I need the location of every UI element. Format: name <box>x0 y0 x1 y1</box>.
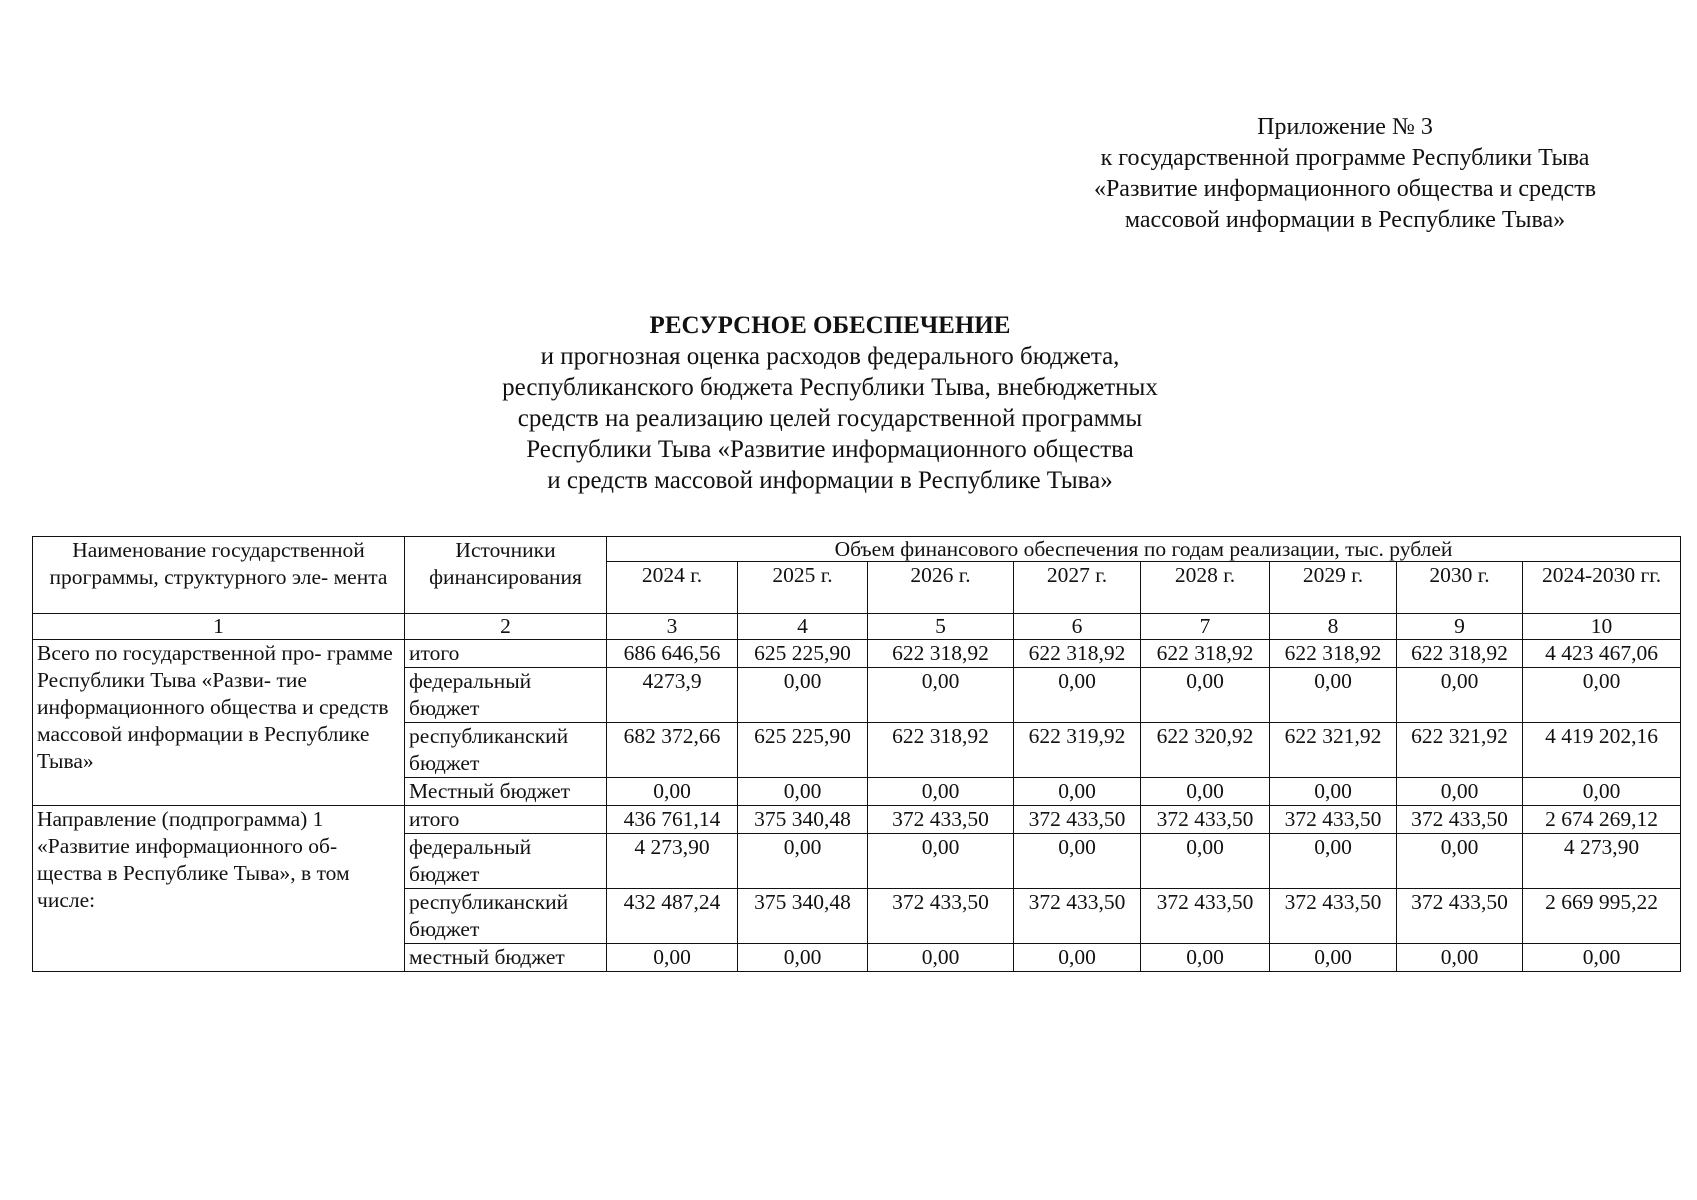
header-year: 2027 г. <box>1014 562 1141 614</box>
header-year-total: 2024-2030 гг. <box>1523 562 1681 614</box>
value-cell: 4 423 467,06 <box>1523 640 1681 668</box>
value-cell: 0,00 <box>868 944 1014 972</box>
value-cell: 0,00 <box>868 778 1014 806</box>
value-cell: 0,00 <box>1270 668 1397 723</box>
value-cell: 0,00 <box>738 944 868 972</box>
value-cell: 432 487,24 <box>607 889 738 944</box>
header-year: 2025 г. <box>738 562 868 614</box>
appendix-line: Приложение № 3 <box>1257 114 1433 140</box>
header-year: 2028 г. <box>1141 562 1270 614</box>
value-cell: 0,00 <box>1141 668 1270 723</box>
table-header-row <box>33 537 1681 562</box>
column-number: 2 <box>405 614 607 640</box>
value-cell: 0,00 <box>1270 778 1397 806</box>
value-cell: 622 320,92 <box>1141 723 1270 778</box>
column-number: 9 <box>1397 614 1523 640</box>
value-cell: 372 433,50 <box>1270 889 1397 944</box>
value-cell: 375 340,48 <box>738 889 868 944</box>
value-cell: 372 433,50 <box>1397 806 1523 834</box>
value-cell: 2 674 269,12 <box>1523 806 1681 834</box>
header-year: 2029 г. <box>1270 562 1397 614</box>
subprogram-name-cell: Направление (подпрограмма) 1 «Развитие информационного об- щества в Республике Тыва», в том числе: <box>33 806 405 972</box>
value-cell: 0,00 <box>738 668 868 723</box>
source-cell: Местный бюджет <box>405 778 607 806</box>
value-cell: 372 433,50 <box>1014 889 1141 944</box>
value-cell: 0,00 <box>1523 668 1681 723</box>
value-cell: 0,00 <box>1397 944 1523 972</box>
value-cell: 4273,9 <box>607 668 738 723</box>
column-number: 5 <box>868 614 1014 640</box>
value-cell: 622 318,92 <box>1397 640 1523 668</box>
value-cell: 622 318,92 <box>1014 640 1141 668</box>
header-volume-column: Объем финансового обеспечения по годам реализации, тыс. рублей <box>607 537 1681 562</box>
value-cell: 625 225,90 <box>738 723 868 778</box>
document-subtitle-line: и прогнозная оценка расходов федерального бюджета, <box>540 343 1120 370</box>
header-source-column: Источники финансирования <box>405 537 607 614</box>
value-cell: 4 273,90 <box>1523 834 1681 889</box>
value-cell: 0,00 <box>1014 834 1141 889</box>
program-name-cell: Всего по государственной про- грамме Республики Тыва «Разви- тие информационного общества и средств массовой информации в Республике Тыва» <box>33 640 405 806</box>
value-cell: 0,00 <box>868 668 1014 723</box>
value-cell: 686 646,56 <box>607 640 738 668</box>
value-cell: 0,00 <box>607 778 738 806</box>
document-subtitle-line: и средств массовой информации в Республике Тыва» <box>547 467 1113 494</box>
value-cell: 372 433,50 <box>1141 889 1270 944</box>
value-cell: 375 340,48 <box>738 806 868 834</box>
source-cell: итого <box>405 640 607 668</box>
appendix-block <box>1040 112 1650 236</box>
header-year: 2026 г. <box>868 562 1014 614</box>
value-cell: 0,00 <box>868 834 1014 889</box>
column-number-row <box>33 614 1681 640</box>
value-cell: 372 433,50 <box>1397 889 1523 944</box>
column-number: 4 <box>738 614 868 640</box>
source-cell: республиканский бюджет <box>405 889 607 944</box>
value-cell: 436 761,14 <box>607 806 738 834</box>
value-cell: 0,00 <box>607 944 738 972</box>
document-subtitle-line: средств на реализацию целей государственной программы <box>517 405 1143 432</box>
column-number: 6 <box>1014 614 1141 640</box>
value-cell: 4 273,90 <box>607 834 738 889</box>
value-cell: 622 318,92 <box>1270 640 1397 668</box>
value-cell: 0,00 <box>1523 778 1681 806</box>
value-cell: 4 419 202,16 <box>1523 723 1681 778</box>
value-cell: 372 433,50 <box>1141 806 1270 834</box>
value-cell: 0,00 <box>1397 834 1523 889</box>
value-cell: 622 318,92 <box>868 640 1014 668</box>
value-cell: 372 433,50 <box>868 806 1014 834</box>
value-cell: 622 319,92 <box>1014 723 1141 778</box>
value-cell: 0,00 <box>1397 668 1523 723</box>
value-cell: 372 433,50 <box>1014 806 1141 834</box>
table-row <box>33 640 1681 668</box>
value-cell: 2 669 995,22 <box>1523 889 1681 944</box>
value-cell: 0,00 <box>1523 944 1681 972</box>
value-cell: 0,00 <box>1141 944 1270 972</box>
header-year: 2024 г. <box>607 562 738 614</box>
appendix-line: массовой информации в Республике Тыва» <box>1124 207 1566 233</box>
appendix-line: «Развитие информационного общества и средств <box>1093 176 1597 202</box>
column-number: 10 <box>1523 614 1681 640</box>
value-cell: 0,00 <box>1397 778 1523 806</box>
table-row <box>33 806 1681 834</box>
value-cell: 0,00 <box>1270 834 1397 889</box>
value-cell: 622 321,92 <box>1270 723 1397 778</box>
value-cell: 0,00 <box>738 778 868 806</box>
value-cell: 0,00 <box>1014 668 1141 723</box>
header-year: 2030 г. <box>1397 562 1523 614</box>
value-cell: 682 372,66 <box>607 723 738 778</box>
resource-table <box>32 536 1681 972</box>
source-cell: итого <box>405 806 607 834</box>
value-cell: 625 225,90 <box>738 640 868 668</box>
value-cell: 622 318,92 <box>868 723 1014 778</box>
value-cell: 372 433,50 <box>1270 806 1397 834</box>
value-cell: 622 321,92 <box>1397 723 1523 778</box>
value-cell: 0,00 <box>1141 834 1270 889</box>
column-number: 8 <box>1270 614 1397 640</box>
value-cell: 0,00 <box>1014 944 1141 972</box>
value-cell: 0,00 <box>738 834 868 889</box>
document-heading <box>380 310 1280 496</box>
source-cell: федеральный бюджет <box>405 834 607 889</box>
value-cell: 0,00 <box>1014 778 1141 806</box>
source-cell: местный бюджет <box>405 944 607 972</box>
source-cell: республиканский бюджет <box>405 723 607 778</box>
document-subtitle-line: Республики Тыва «Развитие информационного общества <box>526 436 1134 463</box>
column-number: 7 <box>1141 614 1270 640</box>
value-cell: 622 318,92 <box>1141 640 1270 668</box>
value-cell: 0,00 <box>1141 778 1270 806</box>
column-number: 1 <box>33 614 405 640</box>
value-cell: 372 433,50 <box>868 889 1014 944</box>
document-title: РЕСУРСНОЕ ОБЕСПЕЧЕНИЕ <box>649 312 1011 339</box>
header-name-column: Наименование государственной программы, структурного эле- мента <box>33 537 405 614</box>
column-number: 3 <box>607 614 738 640</box>
appendix-line: к государственной программе Республики Тыва <box>1100 145 1590 171</box>
document-subtitle-line: республиканского бюджета Республики Тыва, внебюджетных <box>502 374 1158 401</box>
source-cell: федеральный бюджет <box>405 668 607 723</box>
value-cell: 0,00 <box>1270 944 1397 972</box>
